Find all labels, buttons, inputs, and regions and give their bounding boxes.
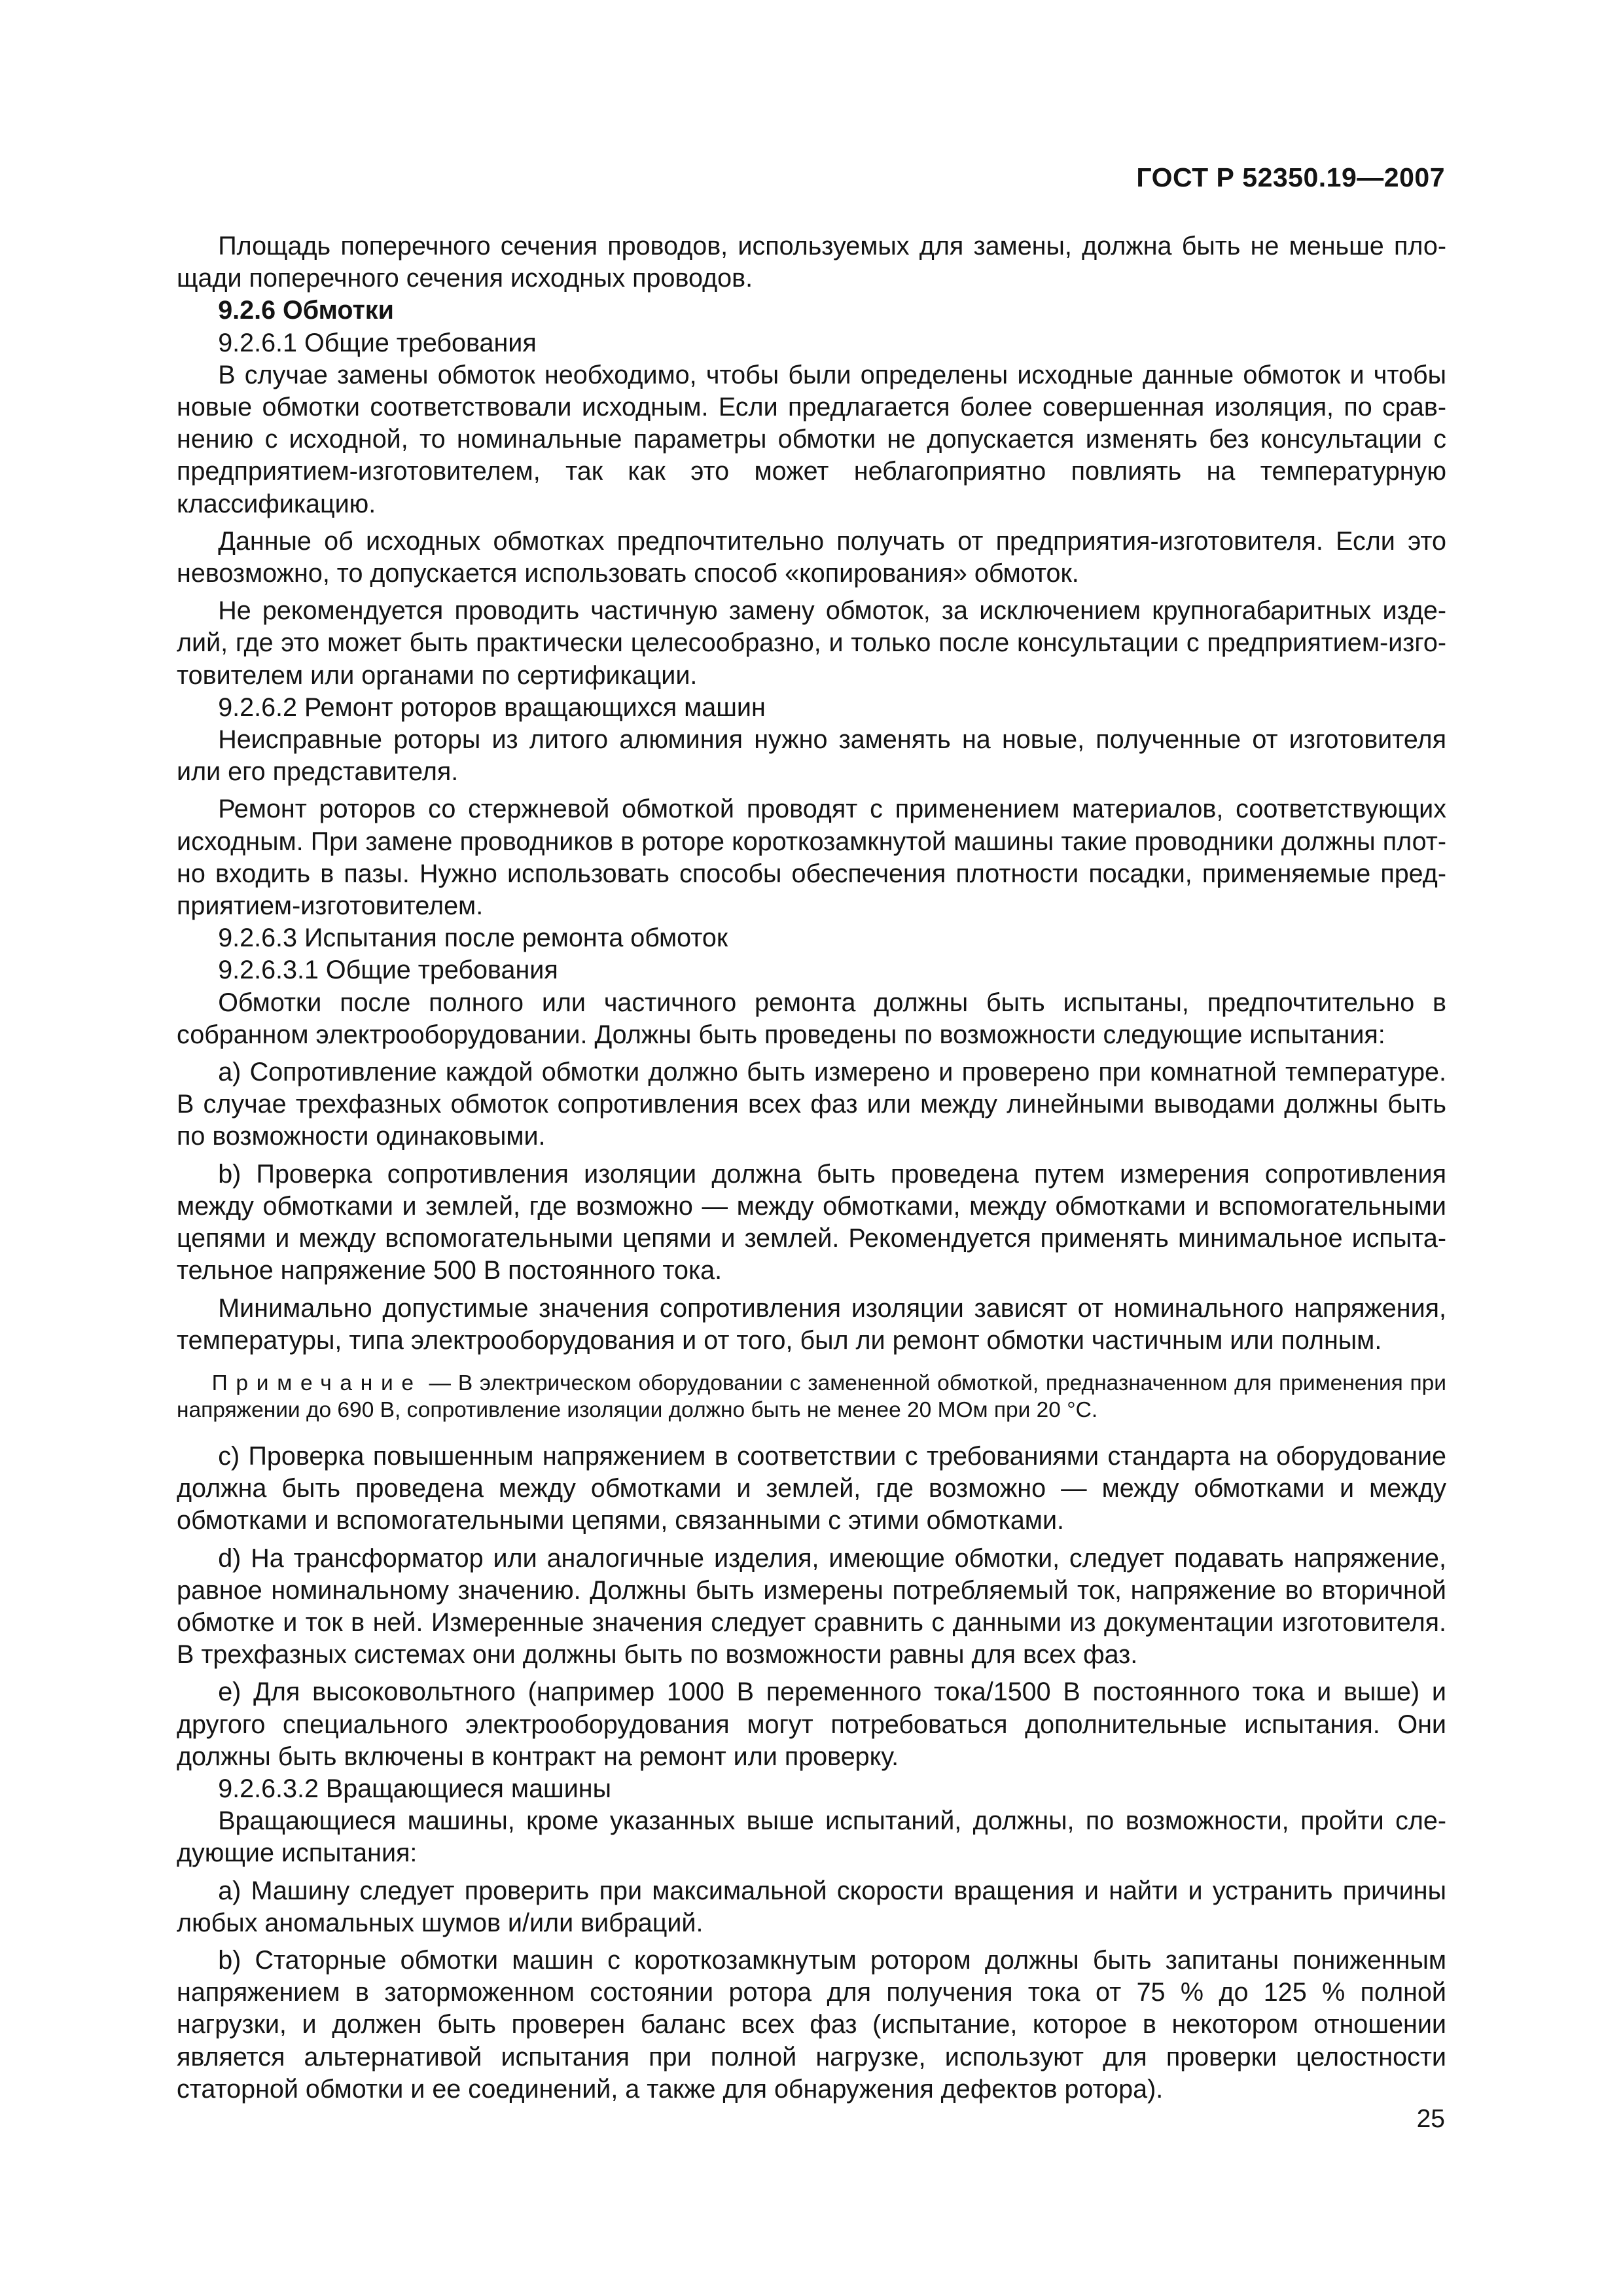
paragraph-cast-aluminium-rotors: Неисправные роторы из литого алюминия нужно заменять на новые, полученные от изготовителя или его представителя. <box>177 725 1446 787</box>
note-dash: — <box>421 1371 458 1395</box>
paragraph-tests-intro: Обмотки после полного или частичного ремонта должны быть испытаны, предпочтительно в собранном электрооборудовании. Должны быть проведены по возможности следующие испытания: <box>177 988 1446 1049</box>
list-item-c-high-voltage: c) Проверка повышенным напряжением в соответствии с требованиями стандарта на оборудование должна быть проведена между обмотками и землей, где возможно — между обмотками и между обмотками и вспомогательными цепями, связанными с этими обмотками. <box>177 1441 1446 1535</box>
list-item-a-resistance: a) Сопротивление каждой обмотки должно быть измерено и проверено при комнатной температуре. В случае трехфазных обмоток сопротивления всех фаз или между линейными выводами должны быть по возможности одинаковыми. <box>177 1058 1446 1151</box>
list-item-b-stator-windings: b) Статорные обмотки машин с короткозамкнутым ротором должны быть запитаны пониженным напряжением в заторможенном состоянии ротора для получения тока от 75 % до 125 % полной нагрузки, и должен быть проверен баланс всех фаз (испытание, которое в некотором отношении является альтернативой испытания при полной нагрузке, используют для проверки целостности статорной обмотки и ее соединений, а также для обнаружения дефектов ротора). <box>177 1945 1446 2104</box>
note-label: Примечание <box>211 1371 422 1395</box>
section-heading-windings: 9.2.6 Обмотки <box>218 296 394 325</box>
paragraph-partial-replacement: Не рекомендуется проводить частичную замену обмоток, за исключением крупногабаритных изделий, где это может быть практически целесообразно, и только после консультации с предприятием-изготовителем или органами по сертификации. <box>177 596 1446 690</box>
document-code-header: ГОСТ Р 52350.19—2007 <box>1136 162 1445 192</box>
paragraph-cross-section: Площадь поперечного сечения проводов, используемых для замены, должна быть не меньше площади поперечного сечения исходных проводов. <box>177 232 1446 293</box>
document-body <box>177 230 1446 2106</box>
paragraph-bar-winding-rotors: Ремонт роторов со стержневой обмоткой проводят с применением материалов, соответствующих исходным. При замене проводников в роторе короткозамкнутой машины такие проводники должны плотно входить в пазы. Нужно использовать способы обеспечения плотности посадки, применяемые предприятием-изготовителем. <box>177 795 1446 921</box>
subsection-heading-general-requirements: 9.2.6.1 Общие требования <box>218 328 537 357</box>
subsection-heading-rotating-machines: 9.2.6.3.2 Вращающиеся машины <box>218 1774 612 1803</box>
paragraph-min-insulation-values: Минимально допустимые значения сопротивления изоляции зависят от номинального напряжения, температуры, типа электрооборудования и от того, был ли ремонт обмотки частичным или полным. <box>177 1293 1446 1355</box>
list-item-e-high-voltage-equipment: e) Для высоковольтного (например 1000 В переменного тока/1500 В постоянного тока и выше) и другого специального электрооборудования могут потребоваться дополнительные испытания. Они должны быть включены в контракт на ремонт или проверку. <box>177 1677 1446 1771</box>
page-number: 25 <box>1416 2105 1445 2133</box>
list-item-d-transformer: d) На трансформатор или аналогичные изделия, имеющие обмотки, следует подавать напряжение, равное номинальному значению. Должны быть измерены потребляемый ток, напряжение во вторичной обмотке и ток в ней. Измеренные значения следует сравнить с данными из документации изготовителя. В трехфазных системах они должны быть по возможности равны для всех фаз. <box>177 1543 1446 1670</box>
paragraph-winding-replacement: В случае замены обмоток необходимо, чтобы были определены исходные данные обмоток и чтобы новые обмотки соответствовали исходным. Если предлагается более совершенная изоляция, по сравнению с исходной, то номинальные параметры обмотки не допускается изменять без консультации с предприятием-изготовителем, так как это может неблагоприятно повлиять на температурную классификацию. <box>177 360 1446 518</box>
subsection-heading-tests-after-repair: 9.2.6.3 Испытания после ремонта обмоток <box>218 924 728 953</box>
list-item-b-insulation: b) Проверка сопротивления изоляции должна быть проведена путем измерения сопротивления между обмотками и землей, где возможно — между обмотками, между обмотками и вспомогательными цепями и между вспомогательными цепями и землей. Рекомендуется применять минимальное испытательное напряжение 500 В постоянного тока. <box>177 1159 1446 1285</box>
paragraph-rotating-machines-intro: Вращающиеся машины, кроме указанных выше испытаний, должны, по возможности, пройти следующие испытания: <box>177 1806 1446 1868</box>
paragraph-original-winding-data: Данные об исходных обмотках предпочтительно получать от предприятия-изготовителя. Если это невозможно, то допускается использовать способ «копирования» обмоток. <box>177 526 1446 588</box>
note-text: В электрическом оборудовании с замененной обмоткой, предназначенном для применения при напряжении до 690 В, сопротивление изоляции должно быть не менее 20 МОм при 20 °С. <box>177 1371 1446 1422</box>
subsection-heading-rotor-repair: 9.2.6.2 Ремонт роторов вращающихся машин <box>218 692 766 722</box>
note-block <box>177 1370 1446 1424</box>
subsection-heading-tests-general: 9.2.6.3.1 Общие требования <box>218 956 558 985</box>
list-item-a-max-speed: a) Машину следует проверить при максимальной скорости вращения и найти и устранить причины любых аномальных шумов и/или вибраций. <box>177 1876 1446 1937</box>
